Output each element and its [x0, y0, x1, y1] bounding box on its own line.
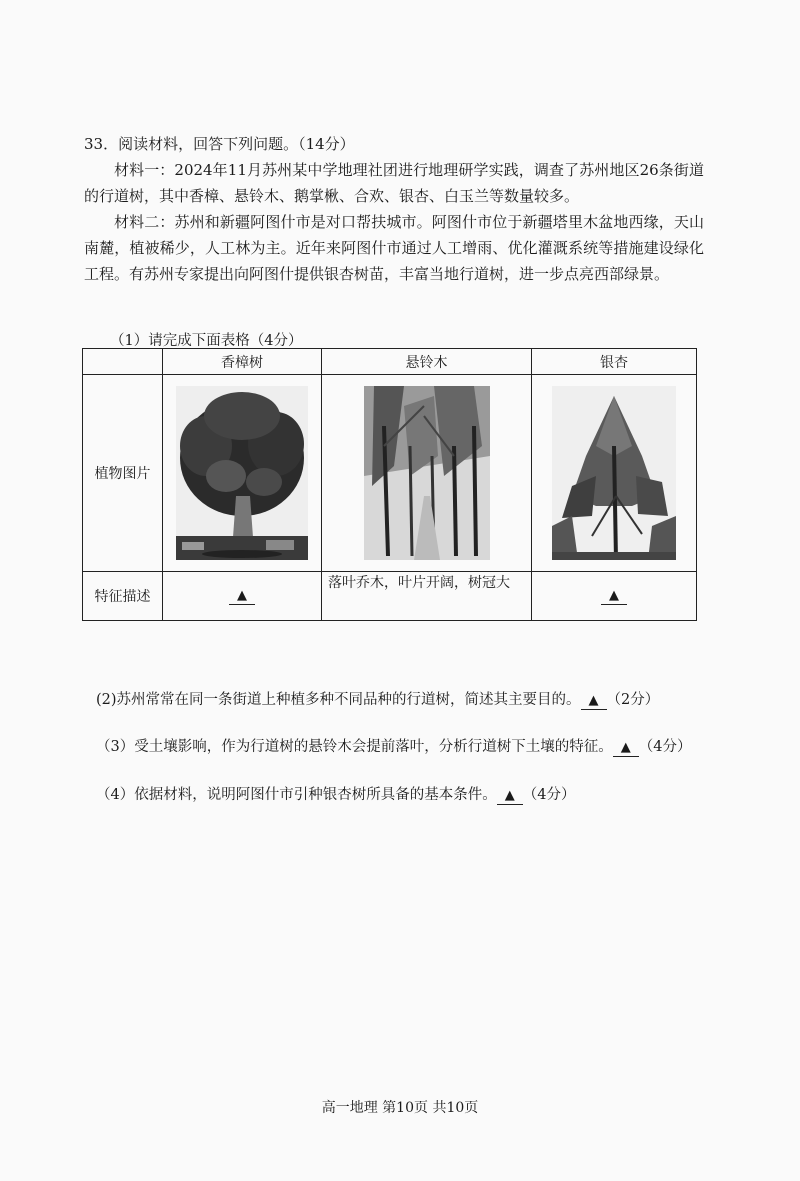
ginkgo-feature-cell — [532, 572, 697, 621]
question-title: 33．阅读材料，回答下列问题。（14分） — [84, 135, 355, 153]
sub-question-4 — [96, 783, 575, 805]
answer-blank-q4[interactable]: ▲ — [497, 788, 523, 805]
sub-question-3 — [96, 735, 691, 757]
plane-image-cell — [322, 375, 532, 572]
sub-question-2-score: （2分） — [606, 692, 660, 708]
answer-blank-q3[interactable]: ▲ — [613, 740, 639, 757]
plane-feature-cell: 落叶乔木，叶片开阔，树冠大 — [322, 572, 532, 621]
row-label-images: 植物图片 — [83, 375, 163, 572]
answer-blank-ginkgo[interactable]: ▲ — [601, 588, 627, 605]
table-image-row — [83, 375, 697, 572]
ginkgo-tree-photo — [552, 386, 676, 560]
answer-blank-camphor[interactable]: ▲ — [229, 588, 255, 605]
sub-question-3-score: （4分） — [638, 739, 692, 755]
table-feature-row — [83, 572, 697, 621]
answer-blank-q2[interactable]: ▲ — [581, 693, 607, 710]
page-footer: 高一地理 第10页 共10页 — [321, 1100, 479, 1116]
plane-tree-photo — [364, 386, 490, 560]
ginkgo-image-cell — [532, 375, 697, 572]
header-camphor: 香樟树 — [163, 349, 322, 375]
camphor-image-cell — [163, 375, 322, 572]
sub-question-3-text: （3）受土壤影响，作为行道树的悬铃木会提前落叶，分析行道树下土壤的特征。 — [96, 739, 613, 755]
table-corner-cell — [83, 349, 163, 375]
row-label-features: 特征描述 — [83, 572, 163, 621]
camphor-tree-photo — [176, 386, 308, 560]
sub-question-4-score: （4分） — [522, 787, 576, 803]
material-two: 材料二：苏州和新疆阿图什市是对口帮扶城市。阿图什市位于新疆塔里木盆地西缘，天山南麓，植被稀少，人工林为主。近年来阿图什市通过人工增雨、优化灌溉系统等措施建设绿化工程。有苏州专家提出向阿图什提供银杏树苗，丰富当地行道树，进一步点亮西部绿景。 — [84, 213, 704, 283]
sub-question-1: （1）请完成下面表格（4分） — [110, 333, 303, 349]
sub-question-4-text: （4）依据材料，说明阿图什市引种银杏树所具备的基本条件。 — [96, 787, 497, 803]
table-header-row — [83, 349, 697, 375]
header-ginkgo: 银杏 — [532, 349, 697, 375]
camphor-feature-cell — [163, 572, 322, 621]
material-one: 材料一：2024年11月苏州某中学地理社团进行地理研学实践，调查了苏州地区26条街道的行道树，其中香樟、悬铃木、鹅掌楸、合欢、银杏、白玉兰等数量较多。 — [84, 161, 704, 205]
tree-table — [82, 348, 697, 621]
sub-question-2 — [96, 688, 659, 710]
header-plane-tree: 悬铃木 — [322, 349, 532, 375]
sub-question-2-text: (2)苏州常常在同一条街道上种植多种不同品种的行道树，简述其主要目的。 — [96, 692, 581, 708]
